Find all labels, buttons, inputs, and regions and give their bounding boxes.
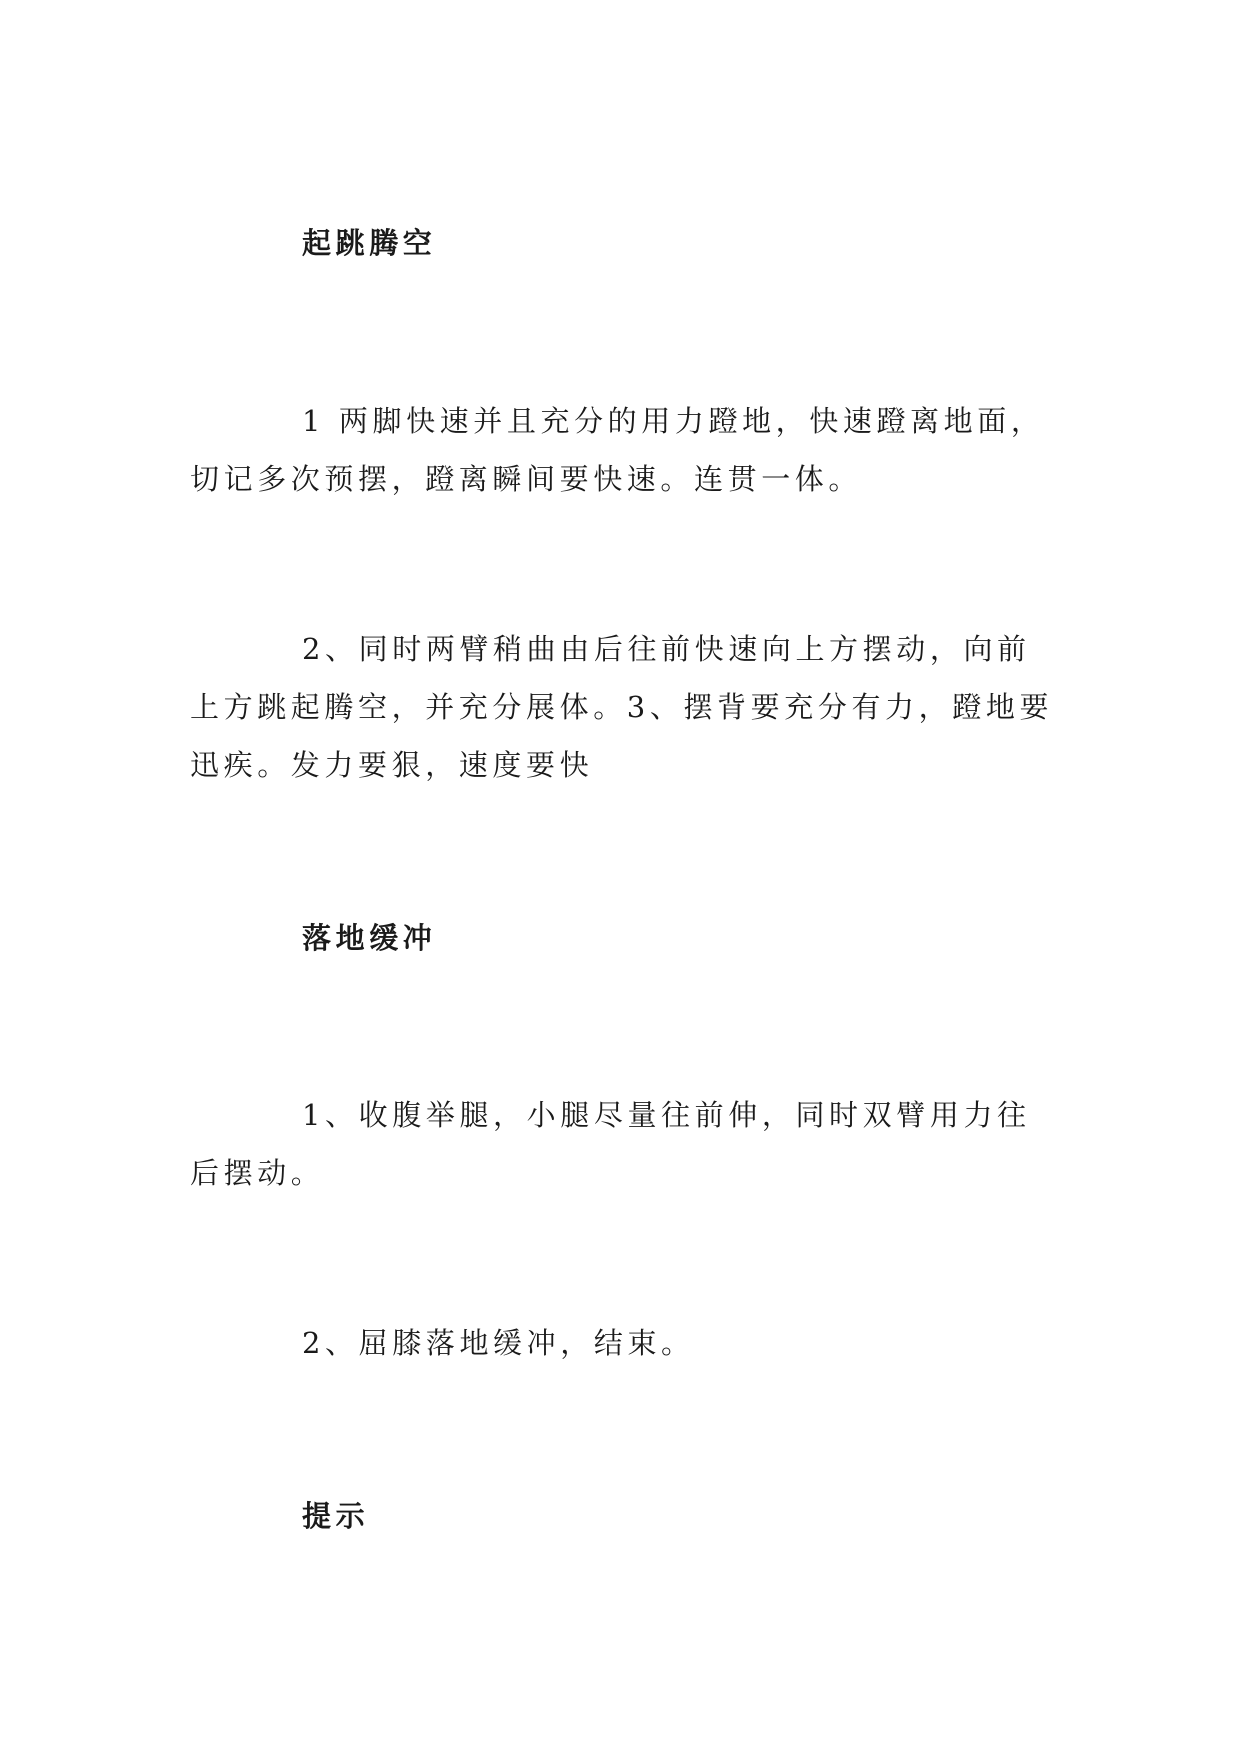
- section-heading-landing: 落地缓冲: [302, 921, 437, 955]
- section-heading-tips: 提示: [302, 1499, 370, 1533]
- paragraph-takeoff-step-2-3: 2、同时两臂稍曲由后往前快速向上方摆动，向前上方跳起腾空，并充分展体。3、摆背要充分有力，蹬地要迅疾。发力要狠，速度要快: [190, 632, 1054, 782]
- paragraph-takeoff-step-1: 1 两脚快速并且充分的用力蹬地，快速蹬离地面，切记多次预摆，蹬离瞬间要快速。连贯一体。: [190, 404, 1045, 496]
- paragraph-landing-step-2: 2、屈膝落地缓冲，结束。: [302, 1326, 695, 1360]
- section-heading-takeoff: 起跳腾空: [302, 226, 437, 260]
- paragraph-landing-step-1: 1、收腹举腿，小腿尽量往前伸，同时双臂用力往后摆动。: [190, 1098, 1031, 1190]
